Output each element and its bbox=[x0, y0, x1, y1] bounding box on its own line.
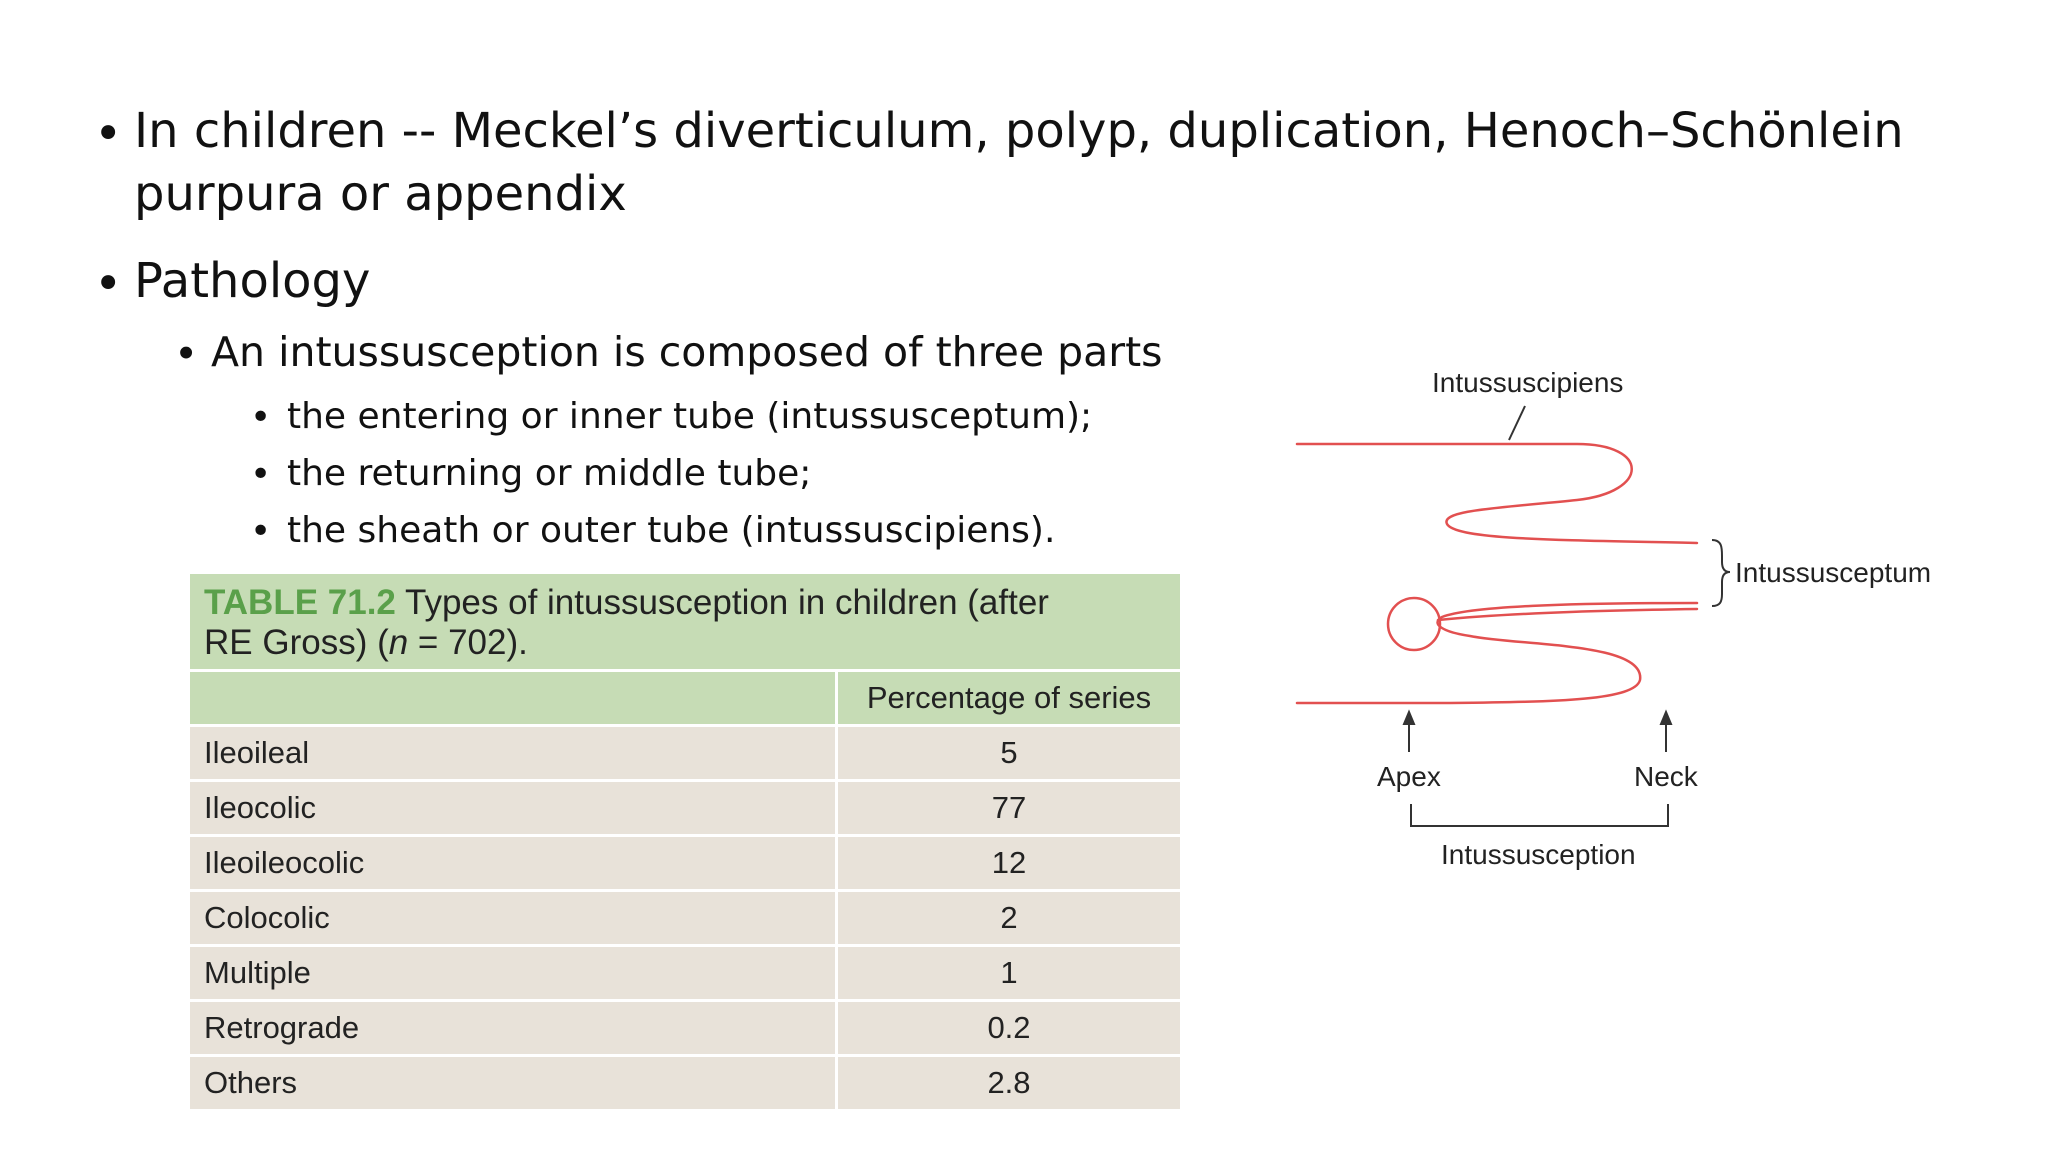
bullet-dot: • bbox=[94, 106, 123, 162]
label-apex: Apex bbox=[1377, 761, 1441, 792]
bullet-dot: • bbox=[250, 511, 272, 552]
intussusception-bracket bbox=[1411, 804, 1668, 826]
inner-tube bbox=[1297, 603, 1697, 703]
bullet-dot: • bbox=[250, 397, 272, 438]
header-percentage: Percentage of series bbox=[838, 672, 1180, 724]
table-row bbox=[190, 1057, 1180, 1109]
bullet-pathology: Pathology bbox=[134, 253, 371, 309]
header-empty-cell bbox=[190, 672, 835, 724]
bullet-children-line1: In children -- Meckel’s diverticulum, polyp, duplication, Henoch–Schönlein bbox=[134, 103, 1904, 159]
neck-arrow-head bbox=[1661, 712, 1671, 724]
row-type: Ileoileal bbox=[190, 727, 835, 779]
intussusception-diagram bbox=[1280, 350, 2000, 890]
table-row bbox=[190, 782, 1180, 834]
apex-circle bbox=[1388, 598, 1440, 650]
row-percentage: 2 bbox=[838, 892, 1180, 944]
intussusception-types-table bbox=[190, 574, 1180, 1109]
apex-arrow-head bbox=[1404, 712, 1414, 724]
table-row bbox=[190, 837, 1180, 889]
row-percentage: 77 bbox=[838, 782, 1180, 834]
row-type: Colocolic bbox=[190, 892, 835, 944]
bullet-inner-tube: the entering or inner tube (intussusceptum); bbox=[287, 396, 1093, 437]
table-title-part-b: RE Gross) ( bbox=[204, 623, 389, 662]
outer-sheath-top bbox=[1297, 444, 1697, 543]
row-percentage: 0.2 bbox=[838, 1002, 1180, 1054]
label-neck: Neck bbox=[1634, 761, 1698, 792]
label-intussusception: Intussusception bbox=[1441, 839, 1636, 870]
row-type: Others bbox=[190, 1057, 835, 1109]
bullet-dot: • bbox=[94, 256, 123, 312]
label-intussuscipiens: Intussuscipiens bbox=[1432, 367, 1624, 398]
label-intussusceptum: Intussusceptum bbox=[1735, 557, 1932, 588]
intussuscipiens-pointer bbox=[1509, 406, 1525, 440]
row-percentage: 2.8 bbox=[838, 1057, 1180, 1109]
bullet-intussusception-parts: An intussusception is composed of three parts bbox=[211, 328, 1163, 376]
table-caption bbox=[190, 574, 1180, 669]
bullet-children-line2: purpura or appendix bbox=[134, 166, 627, 222]
table-number: TABLE 71.2 bbox=[204, 583, 396, 622]
intussusceptum-brace bbox=[1712, 540, 1730, 606]
row-percentage: 12 bbox=[838, 837, 1180, 889]
table-row bbox=[190, 727, 1180, 779]
table-title-part-a: Types of intussusception in children (after bbox=[405, 583, 1049, 622]
table-row bbox=[190, 1002, 1180, 1054]
table-row bbox=[190, 947, 1180, 999]
row-type: Retrograde bbox=[190, 1002, 835, 1054]
row-percentage: 5 bbox=[838, 727, 1180, 779]
table-header-row bbox=[190, 672, 1180, 724]
row-type: Ileoileocolic bbox=[190, 837, 835, 889]
table-title-n: n bbox=[388, 623, 409, 662]
row-type: Ileocolic bbox=[190, 782, 835, 834]
bullet-dot: • bbox=[250, 454, 272, 495]
bullet-outer-tube: the sheath or outer tube (intussuscipiens). bbox=[287, 510, 1056, 551]
row-percentage: 1 bbox=[838, 947, 1180, 999]
row-type: Multiple bbox=[190, 947, 835, 999]
bullet-dot: • bbox=[174, 330, 199, 378]
table-title-part-c: = 702). bbox=[408, 623, 528, 662]
table-row bbox=[190, 892, 1180, 944]
bullet-middle-tube: the returning or middle tube; bbox=[287, 453, 812, 494]
